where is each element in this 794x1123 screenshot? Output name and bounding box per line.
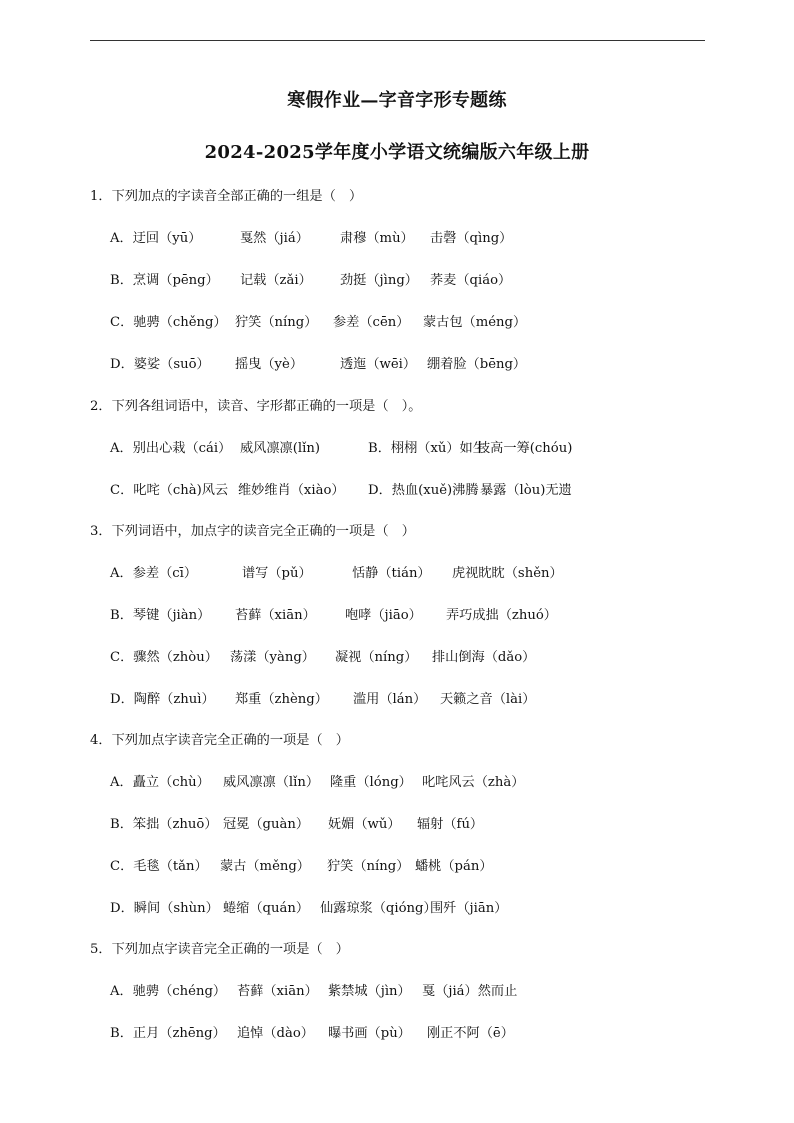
- option-item: 荞麦（qiáo）: [430, 273, 512, 288]
- option-item: 技高一筹(chóu): [477, 441, 573, 456]
- option-item: 紫禁城（jìn）: [328, 984, 411, 999]
- option-item: 仙露琼浆（qióng）: [320, 901, 437, 916]
- option-item: 威风凛凛（lǐn）: [223, 775, 320, 790]
- option-item: A．矗立（chù）: [110, 775, 210, 790]
- option-item: 刚正不阿（ē）: [427, 1026, 514, 1041]
- option-item: 辐射（fú）: [417, 817, 484, 832]
- option-item: 戛然（jiá）: [240, 231, 309, 246]
- option-item: 狞笑（níng）: [327, 859, 410, 874]
- option-item: 透迤（wēi）: [340, 357, 417, 372]
- option-item: 摇曳（yè）: [235, 357, 304, 372]
- option-item: 绷着脸（bēng）: [427, 357, 527, 372]
- option-item: 肃穆（mù）: [340, 231, 414, 246]
- header-rule: [90, 40, 705, 41]
- option-item: 天籁之音（lài）: [440, 692, 536, 707]
- option-item: 隆重（lóng）: [330, 775, 412, 790]
- option-item: 记载（zǎi）: [240, 273, 312, 288]
- option-item: 劲挺（jìng）: [340, 273, 418, 288]
- option-item: D．陶醉（zhuì）: [110, 692, 215, 707]
- option-item: A．别出心栽（cái）: [110, 441, 232, 456]
- option-item: C．毛毯（tǎn）: [110, 859, 208, 874]
- option-item: 凝视（níng）: [335, 650, 418, 665]
- question-stem: 1．下列加点的字读音全部正确的一组是（ ）: [90, 189, 363, 204]
- option-item: 蟠桃（pán）: [415, 859, 493, 874]
- option-item: C．叱咤（chà)风云: [110, 483, 229, 498]
- option-item: 郑重（zhèng）: [235, 692, 328, 707]
- option-item: 维妙维肖（xiào）: [238, 483, 345, 498]
- option-item: 苔藓（xiān）: [235, 608, 316, 623]
- option-item: 威风凛凛(lǐn): [240, 441, 320, 456]
- option-item: B．烹调（pēng）: [110, 273, 219, 288]
- question-stem: 3．下列词语中，加点字的读音完全正确的一项是（ ）: [90, 524, 415, 539]
- option-item: 围歼（jiān）: [430, 901, 508, 916]
- option-item: 妩媚（wǔ）: [328, 817, 401, 832]
- option-item: 叱咤风云（zhà）: [422, 775, 525, 790]
- option-item: 击磬（qìng）: [430, 231, 513, 246]
- question-stem: 5．下列加点字读音完全正确的一项是（ ）: [90, 942, 349, 957]
- page-subtitle: 2024-2025学年度小学语文统编版六年级上册: [204, 142, 590, 163]
- option-item: 弄巧成拙（zhuó）: [446, 608, 557, 623]
- option-item: 谱写（pǔ）: [242, 566, 312, 581]
- option-item: A．驰骋（chéng）: [110, 984, 227, 999]
- option-item: 滥用（lán）: [353, 692, 427, 707]
- option-item: B．琴键（jiàn）: [110, 608, 211, 623]
- option-item: 苔藓（xiān）: [237, 984, 318, 999]
- option-item: B．正月（zhēng）: [110, 1026, 226, 1041]
- option-item: 戛（jiá）然而止: [422, 984, 518, 999]
- option-item: C．骤然（zhòu）: [110, 650, 218, 665]
- option-item: 恬静（tián）: [352, 566, 431, 581]
- option-item: 荡漾（yàng）: [230, 650, 315, 665]
- option-item: 蒙古包（méng）: [423, 315, 527, 330]
- question-stem: 4．下列加点字读音完全正确的一项是（ ）: [90, 733, 349, 748]
- option-item: 蒙古（měng）: [220, 859, 310, 874]
- option-item: 排山倒海（dǎo）: [432, 650, 536, 665]
- option-item: 追悼（dào）: [237, 1026, 314, 1041]
- option-item: A．参差（cī）: [110, 566, 198, 581]
- option-item: 参差（cēn）: [333, 315, 410, 330]
- option-item: 冠冕（guàn）: [223, 817, 310, 832]
- option-item: 曝书画（pù）: [328, 1026, 411, 1041]
- option-item: D．婆娑（suō）: [110, 357, 210, 372]
- question-stem: 2．下列各组词语中，读音、字形都正确的一项是（ ）。: [90, 399, 422, 414]
- option-item: 蜷缩（quán）: [223, 901, 310, 916]
- option-item: D．热血(xuě)沸腾: [368, 483, 479, 498]
- option-item: B．栩栩（xǔ）如生: [368, 441, 486, 456]
- option-item: 暴露（lòu)无遗: [480, 483, 572, 498]
- option-item: C．驰骋（chěng）: [110, 315, 227, 330]
- option-item: 狞笑（níng）: [235, 315, 318, 330]
- option-item: A．迂回（yū）: [110, 231, 202, 246]
- option-item: B．笨拙（zhuō）: [110, 817, 218, 832]
- option-item: D．瞬间（shùn）: [110, 901, 219, 916]
- option-item: 咆哮（jiāo）: [345, 608, 422, 623]
- page-title: 寒假作业—字音字形专题练: [287, 90, 507, 111]
- option-item: 虎视眈眈（shěn）: [452, 566, 563, 581]
